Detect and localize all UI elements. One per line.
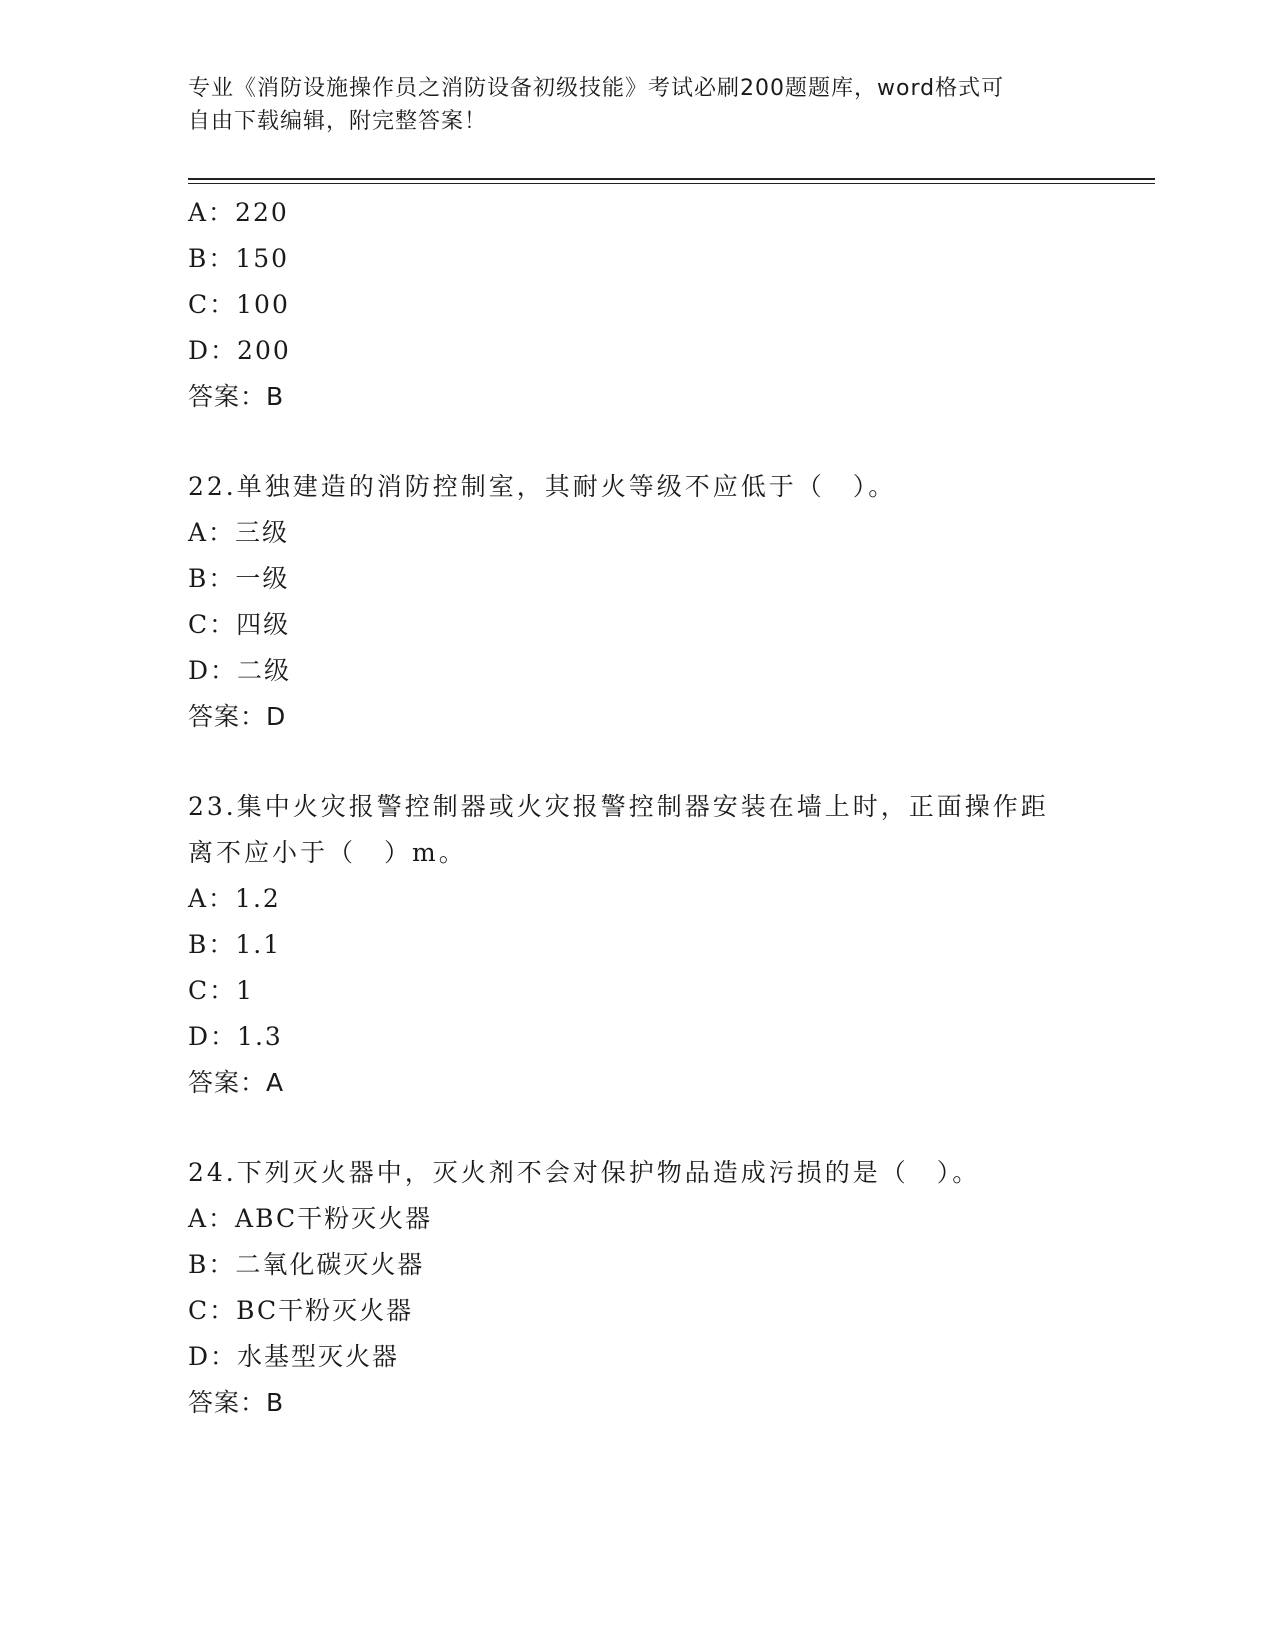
option-d: D：二级 xyxy=(188,656,292,685)
option-b: B：150 xyxy=(188,244,290,273)
question-list xyxy=(188,190,1148,1426)
option-a: A：220 xyxy=(188,198,289,227)
header-line-2: 自由下载编辑，附完整答案！ xyxy=(188,109,488,134)
option-a: A：三级 xyxy=(188,518,290,547)
question-22 xyxy=(188,464,1148,740)
option-c: C：1 xyxy=(188,976,255,1005)
answer: 答案：B xyxy=(188,1388,285,1417)
question-21 xyxy=(188,190,1148,420)
answer: 答案：B xyxy=(188,382,285,411)
option-b: B：一级 xyxy=(188,564,290,593)
option-b: B：1.1 xyxy=(188,930,282,959)
option-c: C：BC干粉灭火器 xyxy=(188,1296,414,1325)
document-header xyxy=(188,72,1088,138)
header-rule-thin xyxy=(188,183,1155,184)
question-text-line-2: 离不应小于（ ）m。 xyxy=(188,838,467,867)
answer: 答案：D xyxy=(188,702,287,731)
option-a: A：ABC干粉灭火器 xyxy=(188,1204,433,1233)
header-rule-thick xyxy=(188,178,1155,180)
option-d: D：水基型灭火器 xyxy=(188,1342,400,1371)
question-text: 22.单独建造的消防控制室，其耐火等级不应低于（ ）。 xyxy=(188,472,897,501)
header-line-1: 专业《消防设施操作员之消防设备初级技能》考试必刷200题题库，word格式可 xyxy=(188,76,1005,101)
option-d: D：200 xyxy=(188,336,291,365)
question-24 xyxy=(188,1150,1148,1426)
answer: 答案：A xyxy=(188,1068,285,1097)
option-b: B：二氧化碳灭火器 xyxy=(188,1250,425,1279)
option-d: D：1.3 xyxy=(188,1022,283,1051)
option-a: A：1.2 xyxy=(188,884,281,913)
option-c: C：四级 xyxy=(188,610,291,639)
question-text-line-1: 23.集中火灾报警控制器或火灾报警控制器安装在墙上时，正面操作距 xyxy=(188,792,1049,821)
question-23 xyxy=(188,784,1148,1106)
question-text: 24.下列灭火器中，灭火剂不会对保护物品造成污损的是（ ）。 xyxy=(188,1158,981,1187)
option-c: C：100 xyxy=(188,290,290,319)
